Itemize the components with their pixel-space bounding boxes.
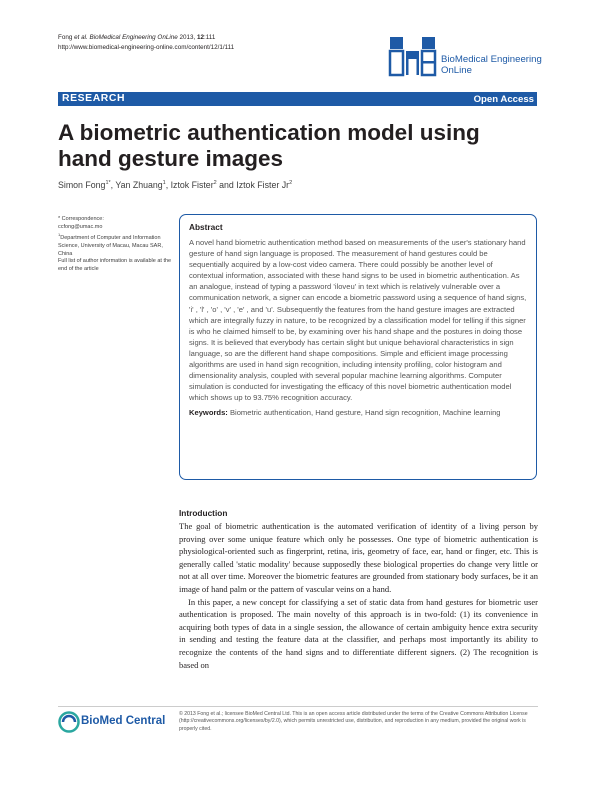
open-access-label: Open Access: [473, 93, 534, 105]
correspondence-label: * Correspondence:: [58, 216, 104, 222]
keywords-text: Biometric authentication, Hand gesture, Hand sign recognition, Machine learning: [229, 408, 501, 418]
biomed-central-icon: [58, 711, 80, 733]
abstract-box: [179, 214, 537, 480]
paragraph: In this paper, a new concept for classifying a set of static data from hand gestures for biometric user authentication is proposed. The main novelty of this approach is in two-fold: (1) its convenience in acquiring both types of data in a single session, the allowance of certain ambiguity hence extra security in sending and testing the feature data at the classifier, and perhaps most importantly its ability to recognize the contents of the hand signs and to differentiate different signers. (2) The recognition is based on: [179, 596, 538, 670]
citation-url[interactable]: http://www.biomedical-engineering-online.com/content/12/1/111: [58, 43, 235, 51]
author-separator: and: [216, 180, 237, 190]
introduction-body: [179, 520, 538, 671]
author-info-note: Full list of author information is available at the end of the article: [58, 258, 172, 273]
article-title: A biometric authentication model using hand gesture images: [58, 120, 480, 171]
footer-divider: [58, 706, 538, 707]
citation-authors: Fong: [58, 34, 75, 41]
citation-year: 2013,: [177, 34, 197, 41]
logo-line2: OnLine: [441, 64, 472, 76]
abstract-heading: Abstract: [189, 222, 223, 232]
publisher-name: BioMed Central: [81, 715, 166, 727]
journal-logo-text: [441, 55, 542, 76]
author-affiliation: 1*: [105, 180, 111, 187]
citation-header: [58, 33, 234, 52]
citation-journal: BioMedical Engineering OnLine: [87, 34, 178, 41]
correspondence-email[interactable]: ccfong@umac.mo: [58, 223, 103, 230]
section-banner: [58, 92, 537, 106]
affiliation-marker: 1: [58, 232, 61, 238]
citation-article: :111: [204, 34, 216, 41]
author-name: Yan Zhuang: [115, 180, 163, 190]
author-list: [58, 180, 292, 190]
abstract-text: A novel hand biometric authentication method based on measurements of the user's stationary hand gesture of hand sign language is proposed. The measurement of hand gestures could be sequentially acquired by a low-cost video camera. There could possibly be another level of contextual information, associated with these hand signs to be used in biometric authentication. As an analogue, instead of typing a password 'iloveu' in text which is relatively vulnerable over a communication network, a signer can encode a biometric password using a sequence of hand signs, 'i' , 'l' , 'o' , 'v' , 'e' , and 'u'. Subsequently the features from the hand gesture images are extracted which are integrally fuzzy in nature, to be recognized by a classification model for telling if this signer is who he claimed himself to be, by examining over his hand shape and the postures in doing those signs. It is believed that everybody has certain slight but unique behavioral characteristics in sign language, so are the different hand shape compositions. Simple and efficient image processing algorithms are used in hand sign recognition, including intensity profiling, color histogram and dimensionality analysis, coupled with several popular machine learning algorithms. Computer simulation is conducted for investigating the efficacy of this novel biometric authentication model which shows up to 93.75% recognition accuracy.: [189, 238, 527, 403]
author-name: Simon Fong: [58, 180, 106, 190]
logo-line1: BioMedical Engineering: [441, 54, 542, 65]
section-label: RESEARCH: [62, 93, 126, 104]
publisher-logo: [58, 711, 176, 733]
affiliation-text: Department of Computer and Information Science, University of Macau, Macau SAR, China: [58, 235, 163, 257]
license-text: © 2013 Fong et al.; licensee BioMed Central Ltd. This is an open access article distributed under the terms of the Creative Commons Attribution License (http://creativecommons.org/licenses/by/2.0), which permits unrestricted use, distribution, and reproduction in any medium, provided the original work is properly cited.: [179, 711, 528, 732]
paragraph: The goal of biometric authentication is the automated verification of identity of a living person by proving over some unique feature which only he possesses. One type of biometric authentication is physiological-oriented such as fingerprint, retina, iris, geometry of face, ear, hand or finger, etc. This is generally called 'static modality' because supposedly these biological properties do change very little or not at all over time. Moreover the biometric features are grounded from stationary body surfaces, be it an image of hand palm or the pattern of vascular veins on a hand.: [179, 521, 538, 594]
introduction-heading: Introduction: [179, 508, 228, 518]
author-name: Iztok Fister: [170, 180, 214, 190]
citation-et-al: et al.: [74, 34, 88, 41]
author-name: Iztok Fister Jr: [236, 180, 290, 190]
author-affiliation: 1: [162, 180, 166, 187]
keywords: [189, 407, 527, 418]
author-affiliation: 2: [289, 180, 293, 187]
citation-volume: 12: [197, 34, 205, 41]
author-separator: ,: [165, 180, 171, 190]
author-affiliation: 2: [213, 180, 217, 187]
affiliation: [58, 231, 172, 258]
author-separator: ,: [110, 180, 116, 190]
citation-line: [58, 33, 234, 43]
journal-logo: [388, 35, 548, 80]
keywords-label: Keywords:: [189, 408, 228, 418]
correspondence-note: [58, 216, 172, 274]
bme-logo-icon: [388, 35, 438, 79]
